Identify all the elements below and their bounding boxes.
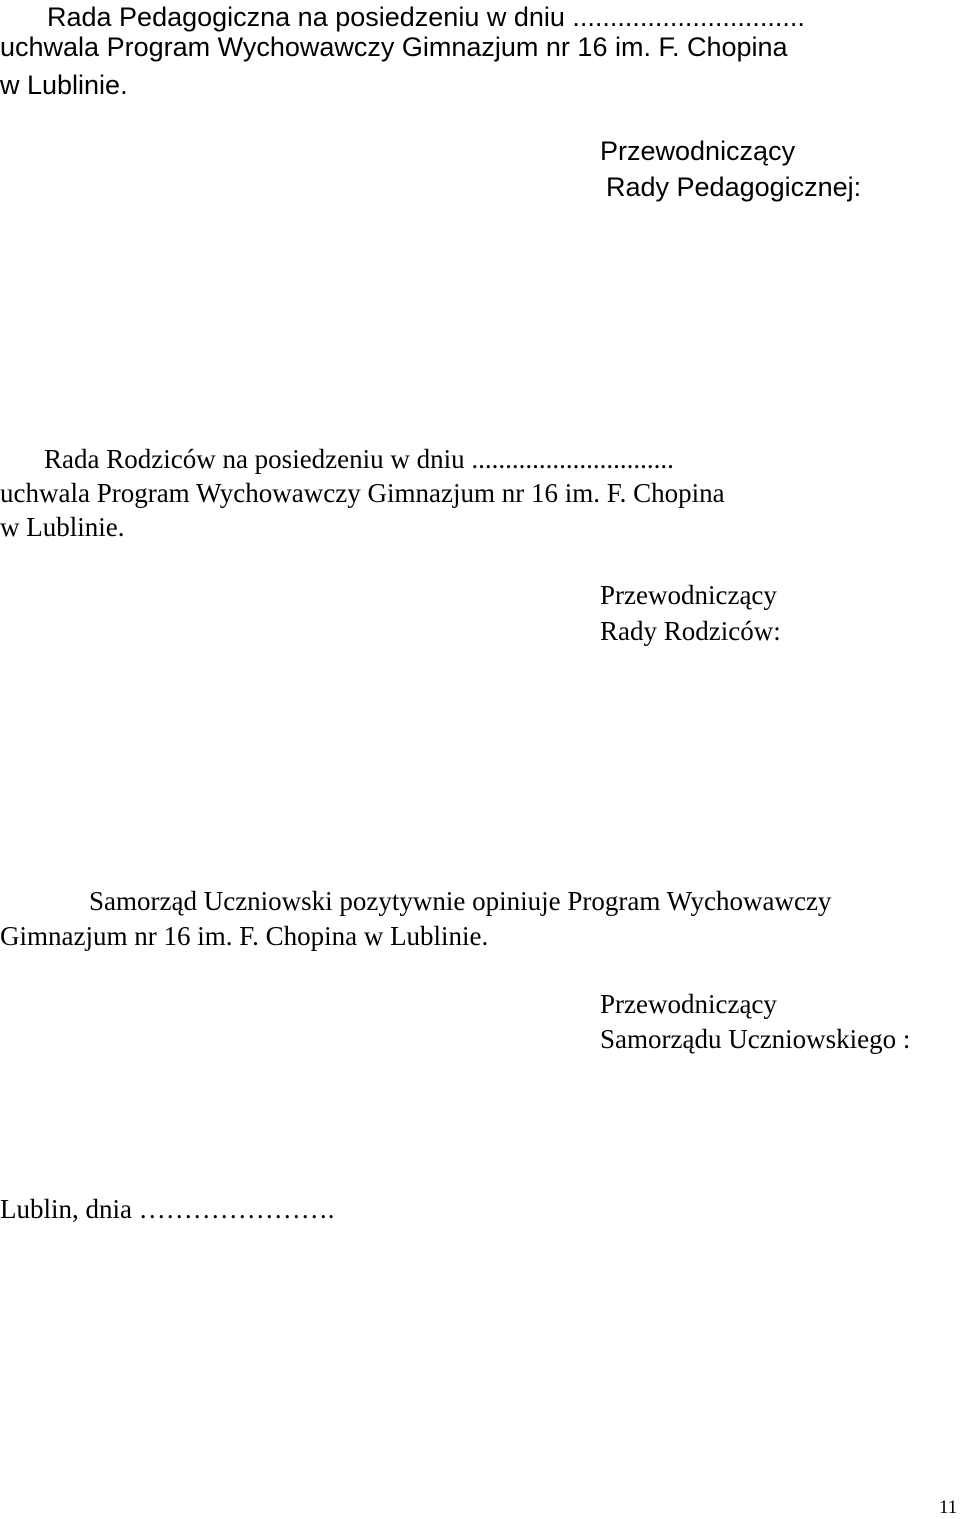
pedagogical-council-signature-title: Przewodniczący	[600, 136, 796, 166]
pedagogical-council-signature-body: Rady Pedagogicznej:	[606, 172, 862, 202]
parents-council-line-1: Rada Rodziców na posiedzeniu w dniu ..............................	[44, 444, 674, 474]
student-council-line-2: Gimnazjum nr 16 im. F. Chopina w Lublinie.	[0, 921, 489, 951]
student-council-signature-title: Przewodniczący	[600, 989, 777, 1019]
page-number: 11	[939, 1497, 958, 1518]
pedagogical-council-line-3: w Lublinie.	[0, 70, 128, 100]
parents-council-line-3: w Lublinie.	[0, 512, 125, 542]
parents-council-line-2: uchwala Program Wychowawczy Gimnazjum nr 16 im. F. Chopina	[0, 478, 725, 508]
student-council-line-1: Samorząd Uczniowski pozytywnie opiniuje Program Wychowawczy	[89, 886, 832, 916]
pedagogical-council-line-1: Rada Pedagogiczna na posiedzeniu w dniu ...............................	[47, 2, 805, 32]
student-council-signature-body: Samorządu Uczniowskiego :	[600, 1024, 911, 1054]
pedagogical-council-line-2: uchwala Program Wychowawczy Gimnazjum nr 16 im. F. Chopina	[0, 32, 788, 62]
parents-council-signature-title: Przewodniczący	[600, 580, 777, 610]
parents-council-signature-body: Rady Rodziców:	[600, 616, 781, 646]
date-line: Lublin, dnia ………………….	[0, 1194, 335, 1224]
